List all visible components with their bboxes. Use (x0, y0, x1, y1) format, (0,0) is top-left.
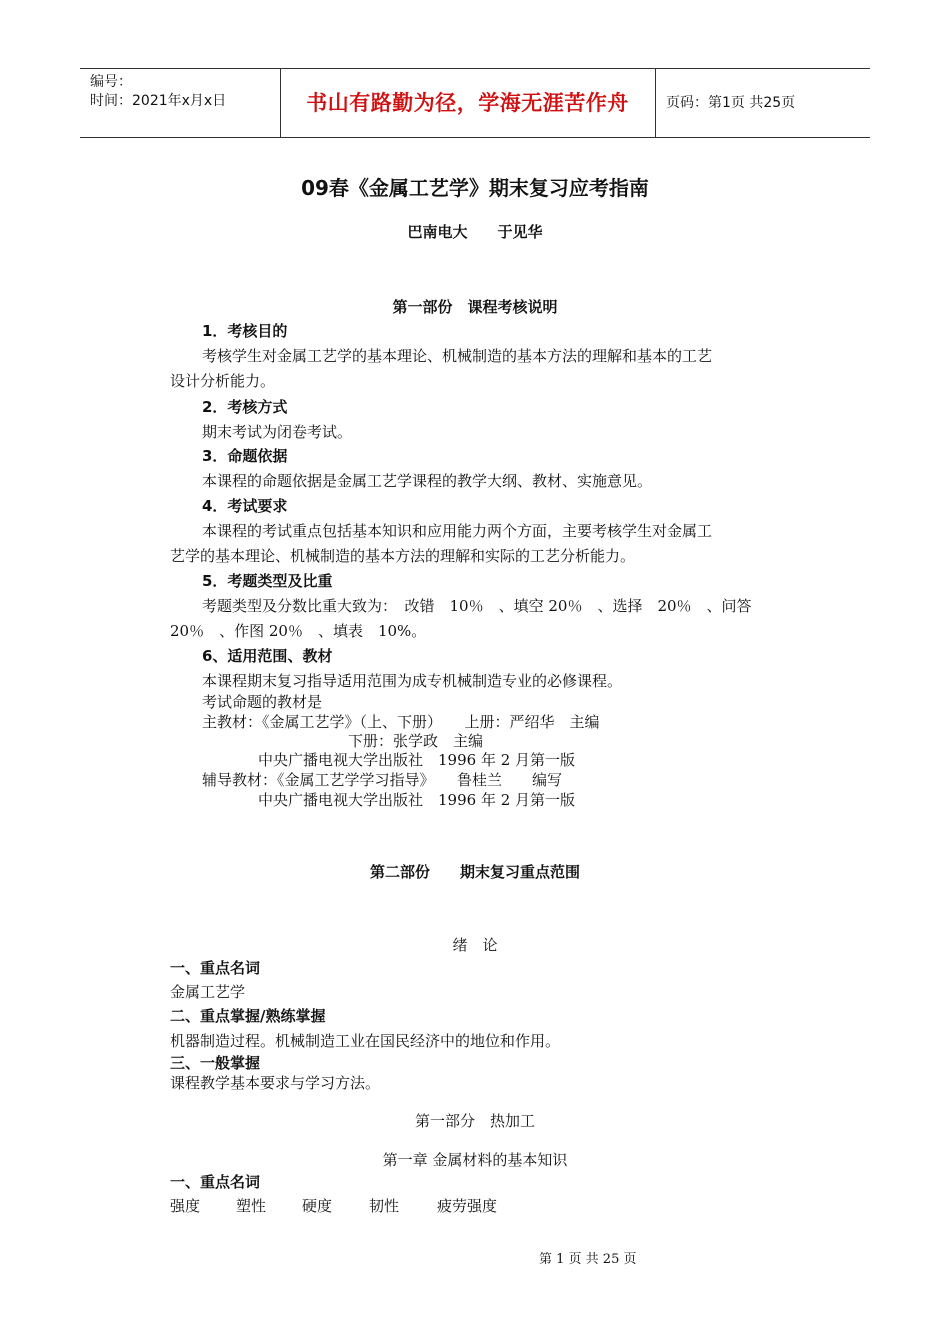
publisher-line: 中央广播电视大学出版社 1996 年 2 月第一版 (258, 791, 576, 809)
part1-heading: 第一部份 课程考核说明 (392, 298, 558, 316)
section-title: 二、重点掌握/熟练掌握 (170, 1007, 326, 1025)
paragraph-line: 机器制造过程。机械制造工业在国民经济中的地位和作用。 (170, 1032, 561, 1050)
paragraph-line: 考题类型及分数比重大致为： 改错 10％ 、填空 20％ 、选择 20％ 、问答 (202, 597, 752, 615)
textbook-line: 辅导教材：《金属工艺学学习指导》 鲁桂兰 编写 (202, 771, 563, 789)
paragraph-line: 20％ 、作图 20％ 、填表 10%。 (170, 622, 427, 640)
document-author: 巴南电大 于见华 (407, 223, 543, 241)
time-label: 时间：2021年x月x日 (90, 93, 227, 109)
part2-heading: 第二部份 期末复习重点范围 (369, 863, 580, 881)
paragraph-line: 本课程期末复习指导适用范围为成专机械制造专业的必修课程。 (202, 672, 623, 690)
term-item: 硬度 (302, 1197, 333, 1215)
textbook-line: 下册：张学政 主编 (348, 732, 484, 750)
textbook-line: 主教材：《金属工艺学》（上、下册） 上册：严绍华 主编 (202, 713, 600, 731)
paragraph-line: 本课程的命题依据是金属工艺学课程的教学大纲、教材、实施意见。 (202, 472, 653, 490)
header-motto: 书山有路勤为径，学海无涯苦作舟 (306, 91, 629, 115)
section-title: 5．考题类型及比重 (202, 572, 333, 590)
term-item: 塑性 (236, 1197, 267, 1215)
paragraph-line: 金属工艺学 (170, 983, 246, 1001)
paragraph-line: 本课程的考试重点包括基本知识和应用能力两个方面，主要考核学生对金属工 (202, 522, 713, 540)
paragraph-line: 考核学生对金属工艺学的基本理论、机械制造的基本方法的理解和基本的工艺 (202, 347, 713, 365)
intro-heading: 绪 论 (452, 936, 498, 954)
paragraph-line: 艺学的基本理论、机械制造的基本方法的理解和实际的工艺分析能力。 (170, 547, 636, 565)
section-title: 一、重点名词 (170, 959, 261, 977)
paragraph-line: 考试命题的教材是 (202, 693, 323, 711)
publisher-line: 中央广播电视大学出版社 1996 年 2 月第一版 (258, 751, 576, 769)
header-page-code: 页码：第1页 共25页 (666, 95, 796, 111)
section-title: 3．命题依据 (202, 447, 288, 465)
paragraph-line: 期末考试为闭卷考试。 (202, 423, 353, 441)
term-item: 疲劳强度 (437, 1197, 498, 1215)
document-title: 09春《金属工艺学》期末复习应考指南 (301, 176, 649, 200)
header-divider (655, 69, 656, 137)
header-meta (90, 73, 226, 111)
section-title: 1．考核目的 (202, 322, 288, 340)
term-item: 强度 (170, 1197, 201, 1215)
number-label: 编号： (90, 74, 132, 90)
section-title: 一、重点名词 (170, 1173, 261, 1191)
page-footer: 第 1 页 共 25 页 (539, 1252, 637, 1267)
section-title: 2．考核方式 (202, 398, 288, 416)
section-title: 4．考试要求 (202, 497, 288, 515)
paragraph-line: 课程教学基本要求与学习方法。 (170, 1074, 381, 1092)
sub-part-heading: 第一部分 热加工 (414, 1112, 535, 1130)
document-header (80, 68, 870, 138)
term-item: 韧性 (369, 1197, 400, 1215)
section-title: 三、一般掌握 (170, 1054, 261, 1072)
paragraph-line: 设计分析能力。 (170, 372, 276, 390)
section-title: 6、适用范围、教材 (202, 647, 333, 665)
chapter-heading: 第一章 金属材料的基本知识 (382, 1151, 568, 1169)
